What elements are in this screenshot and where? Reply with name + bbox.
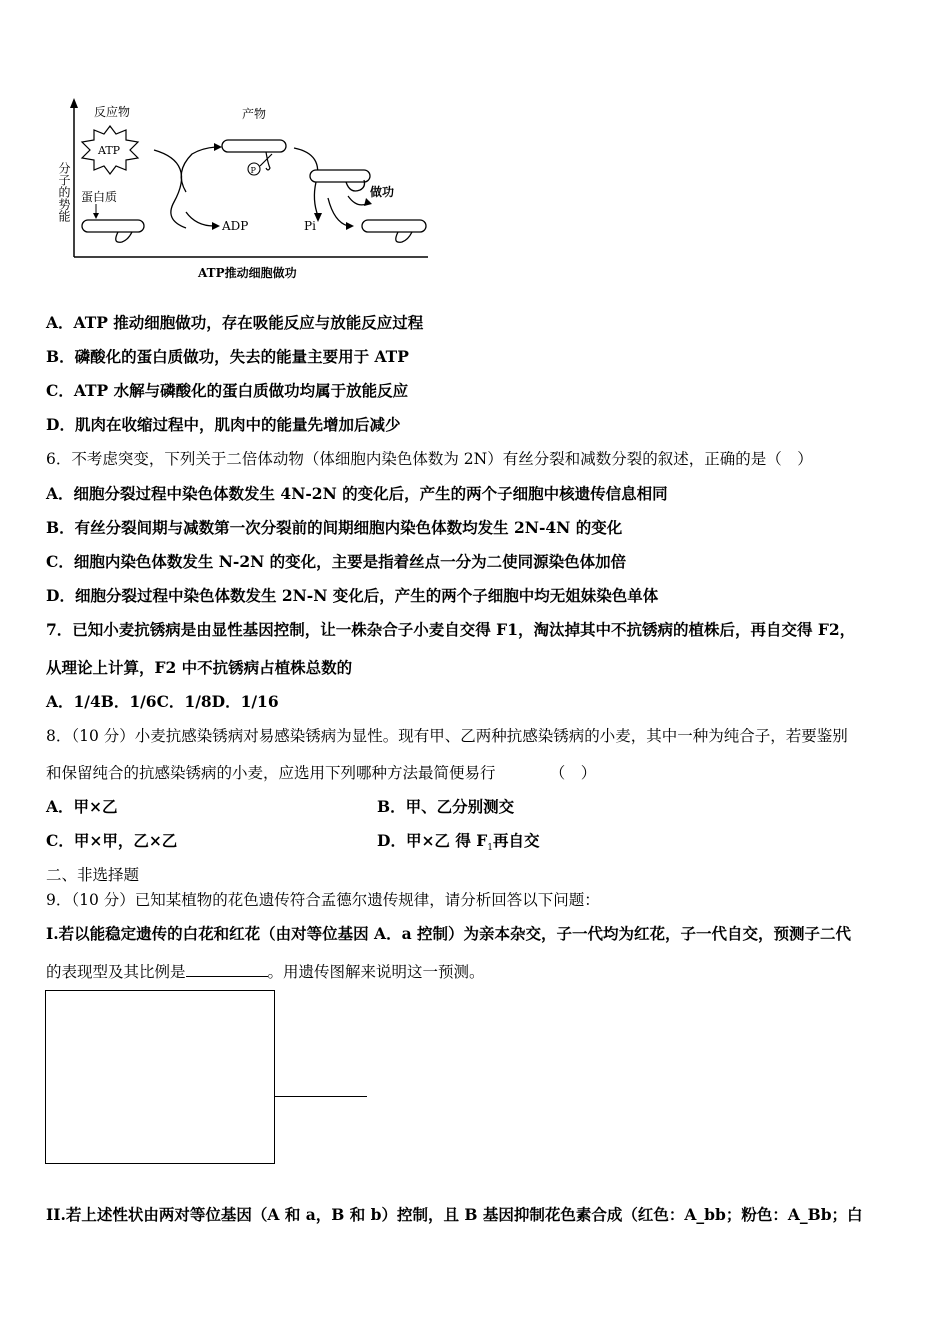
q8-option-a: A．甲×乙: [46, 797, 118, 816]
answer-line[interactable]: [275, 1096, 367, 1097]
q7-stem-line2: 从理论上计算，F2 中不抗锈病占植株总数的: [46, 658, 353, 677]
product-label: 产物: [242, 107, 267, 121]
q6-option-d: D．细胞分裂过程中染色体数发生 2N-N 变化后，产生的两个子细胞中均无姐妹染色单体: [46, 586, 659, 605]
protein-cylinder-final: [362, 220, 426, 232]
q9-part1-line1: I.若以能稳定遗传的白花和红花（由对等位基因 A．a 控制）为亲本杂交，子一代均为红花，子一代自交，预测子二代: [46, 924, 852, 943]
atp-diagram: [46, 92, 446, 292]
q5-option-c: C．ATP 水解与磷酸化的蛋白质做功均属于放能反应: [46, 381, 409, 400]
protein-cylinder-product: [222, 140, 286, 152]
y-axis-label: 分子的势能: [57, 162, 71, 222]
protein-cylinder-working: [310, 170, 370, 182]
pi-label: Pi: [304, 219, 316, 233]
q6-option-b: B．有丝分裂间期与减数第一次分裂前的间期细胞内染色体数均发生 2N-4N 的变化: [46, 518, 623, 537]
answer-blank[interactable]: [186, 975, 268, 977]
q9-part1-line2: 的表现型及其比例是 。用遗传图解来说明这一预测。: [46, 963, 485, 981]
protein-cylinder-left: [82, 220, 144, 232]
q9-stem: 9．（10 分）已知某植物的花色遗传符合孟德尔遗传规律，请分析回答以下问题：: [46, 891, 600, 909]
reactant-label: 反应物: [94, 105, 131, 119]
q9-part2-line1: II.若上述性状由两对等位基因（A 和 a，B 和 b）控制，且 B 基因抑制花色素合成（红色：A_bb；粉色：A_Bb；白: [46, 1205, 863, 1224]
q6-option-a: A．细胞分裂过程中染色体数发生 4N-2N 的变化后，产生的两个子细胞中核遗传信息相同: [46, 484, 668, 503]
q8-stem-line2: 和保留纯合的抗感染锈病的小麦，应选用下列哪种方法最简便易行 （ ）: [46, 764, 597, 782]
svg-text:P: P: [250, 166, 256, 175]
q8-option-b: B．甲、乙分别测交: [377, 797, 515, 816]
adp-label: ADP: [222, 219, 249, 233]
q8-option-d: D．甲×乙 得 $F_1$再自交: [377, 831, 540, 854]
q7-options: A．1/4B．1/6C．1/8D．1/16: [46, 692, 279, 711]
protein-label: 蛋白质: [81, 190, 118, 204]
figure-caption: ATP推动细胞做功: [198, 266, 297, 280]
section-title: 二、非选择题: [46, 866, 140, 884]
q5-option-b: B．磷酸化的蛋白质做功，失去的能量主要用于 ATP: [46, 347, 409, 366]
q5-option-d: D．肌肉在收缩过程中，肌肉中的能量先增加后减少: [46, 415, 401, 434]
answer-box[interactable]: [45, 990, 275, 1164]
q7-stem-line1: 7．已知小麦抗锈病是由显性基因控制，让一株杂合子小麦自交得 F1，淘汰掉其中不抗锈病的植株后，再自交得 F2，: [46, 620, 856, 639]
y-axis-arrow: [70, 98, 78, 108]
q6-option-c: C．细胞内染色体数发生 N-2N 的变化，主要是指着丝点一分为二使同源染色体加倍: [46, 552, 627, 571]
q6-stem: 6．不考虑突变，下列关于二倍体动物（体细胞内染色体数为 2N）有丝分裂和减数分裂的叙述，正确的是（ ）: [46, 450, 813, 468]
work-label: 做功: [370, 185, 395, 199]
q8-option-c: C．甲×甲，乙×乙: [46, 831, 178, 850]
atp-label: ATP: [98, 144, 121, 157]
q5-option-a: A．ATP 推动细胞做功，存在吸能反应与放能反应过程: [46, 313, 424, 332]
q8-stem-line1: 8．（10 分）小麦抗感染锈病对易感染锈病为显性。现有甲、乙两种抗感染锈病的小麦，其中一种为纯合子，若要鉴别: [46, 727, 848, 745]
